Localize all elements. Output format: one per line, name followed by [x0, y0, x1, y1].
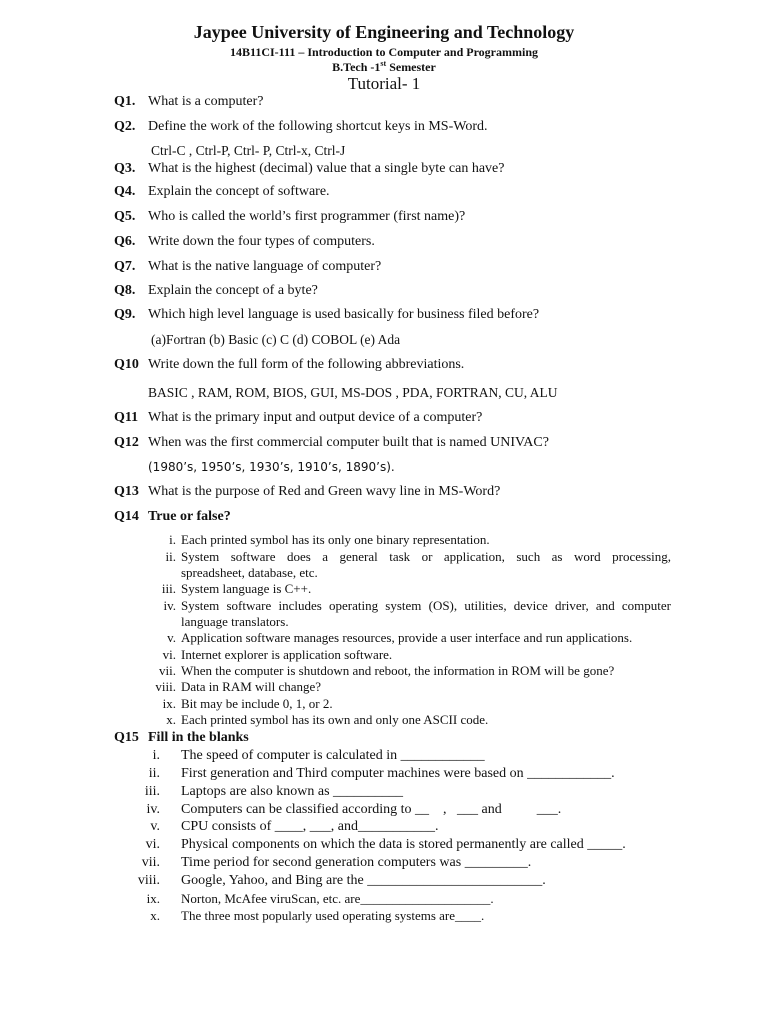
question-11: Q11 What is the primary input and output device of a computer?	[114, 410, 483, 425]
question-7: Q7. What is the native language of computer?	[114, 259, 382, 274]
question-2: Q2. Define the work of the following shortcut keys in MS-Word.	[114, 119, 488, 134]
q2-shortcut-keys: Ctrl-C , Ctrl-P, Ctrl- P, Ctrl-x, Ctrl-J	[151, 143, 346, 158]
question-1: Q1. What is a computer?	[114, 94, 264, 109]
q9-options: (a)Fortran (b) Basic (c) C (d) COBOL (e) Ada	[151, 332, 401, 347]
course-title: 14B11CI-111 – Introduction to Computer and Programming	[229, 45, 539, 59]
university-title: Jaypee University of Engineering and Technology	[193, 22, 575, 42]
question-4: Q4. Explain the concept of software.	[114, 184, 330, 199]
question-15: Q15 Fill in the blanks	[114, 730, 249, 745]
q10-abbreviations: BASIC , RAM, ROM, BIOS, GUI, MS-DOS , PDA, FORTRAN, CU, ALU	[148, 385, 558, 400]
tutorial-heading: Tutorial- 1	[347, 74, 421, 93]
q12-options: (1980’s, 1950’s, 1930’s, 1910’s, 1890’s).	[148, 460, 395, 474]
question-13: Q13 What is the purpose of Red and Green wavy line in MS-Word?	[114, 484, 501, 499]
question-9: Q9. Which high level language is used basically for business filed before?	[114, 307, 540, 322]
semester-line: B.Tech -1st Semester	[332, 59, 436, 74]
question-3: Q3. What is the highest (decimal) value that a single byte can have?	[114, 161, 505, 176]
question-14: Q14 True or false?	[114, 509, 231, 524]
question-8: Q8. Explain the concept of a byte?	[114, 283, 318, 298]
question-5: Q5. Who is called the world’s first programmer (first name)?	[114, 209, 466, 224]
question-10: Q10 Write down the full form of the following abbreviations.	[114, 357, 465, 372]
tutorial-page: Jaypee University of Engineering and Technology 14B11CI-111 – Introduction to Computer and Programming B.Tech -1st Semester Tutorial- 1 Q1. What is a computer? Q2. Define the work of the following shortcut keys in MS-Word. Ctrl-C , Ctrl-P, Ctrl- P, Ctrl-x, Ctrl-J Q3. What is the highest (decimal) value that a single byte can have? Q4. Explain the concept of software. Q5. Who is called the world’s first programmer (first name)? Q6. Write down the four types of computers. Q7. What is the native language of computer? Q8. Explain the concept of a byte? Q9. Which high level language is used basically for business filed before? (a)Fortran (b) Basic (c) C (d) COBOL (e) Ada Q10 Write down the full form of the following abbreviations. BASIC , RAM, ROM, BIOS, GUI, MS-DOS , PDA, FORTRAN, CU, ALU Q11 What is the primary input and output device of a computer? Q12 When was the first commercial computer built that is named UNIVAC? (1980’s, 1950’s, 1930’s, 1910’s, 1890’s). Q13 What is the purpose of Red and Green wavy line in MS-Word? Q14 True or false? i. Each printed symbol has its only one binary representation. ii. System software does a general task or application, such as word processing, spreadsheet, database, etc. iii. System language is C++. iv. System software includes operating system (OS), utilities, device driver, and computer language translators. v. Application software manages resources, provide a user interface and run applications. vi. Internet explorer is application software. vii. When the computer is shutdown and reboot, the information in ROM will be gone? viii. Data in RAM will change? ix. Bit may be include 0, 1, or 2. x. Each printed symbol has its own and only one ASCII code. Q15 Fill in the blanks i. The speed of computer is calculated in ____________ ii. First generation and Third computer machines were based on ____________. iii. Laptops are also known as __________ iv. Computers can be classified according to __ , ___ and ___. v. CPU consists of ____, ___, and___________. vi. Physical components on which the data is stored permanently are called _____. vii. Time period for second generation computers was _________. viii. Google, Yahoo, and Bing are the _________________________. ix. Norton, McAfee viruScan, etc. are____________________. x. The three most popularly used operating systems are____.	[0, 0, 768, 1024]
question-12: Q12 When was the first commercial computer built that is named UNIVAC?	[114, 435, 549, 450]
question-6: Q6. Write down the four types of computers.	[114, 234, 375, 249]
